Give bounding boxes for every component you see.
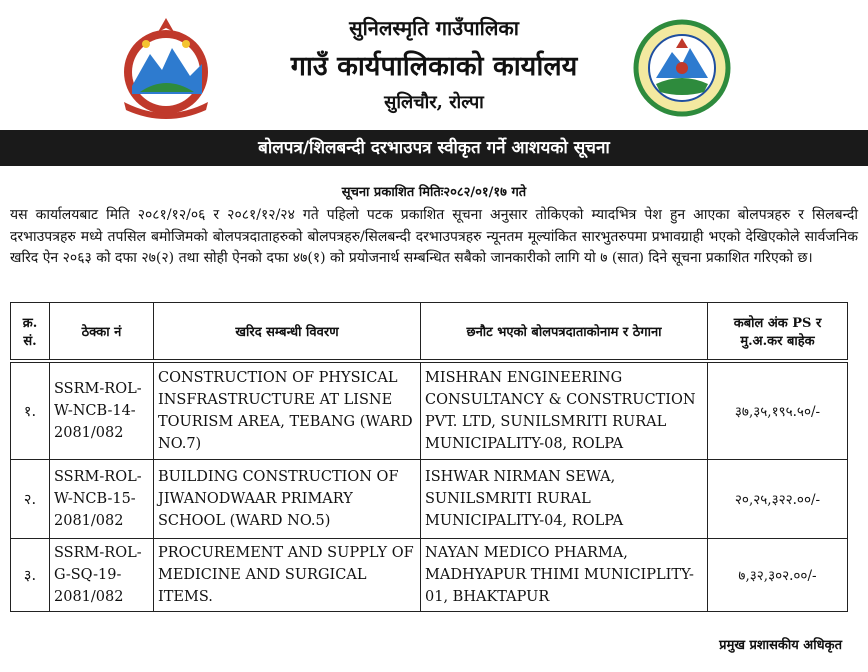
row-sn: २. <box>11 460 50 539</box>
row-bidder: NAYAN MEDICO PHARMA, MADHYAPUR THIMI MUNICIPLITY-01, BHAKTAPUR <box>421 539 708 612</box>
header-contract-no: ठेक्का नं <box>50 303 154 362</box>
header-bidder: छनौट भएको बोलपत्रदाताकोनाम र ठेगाना <box>421 303 708 362</box>
row-amount: २०,२५,३२२.००/- <box>708 460 848 539</box>
row-amount: ३७,३५,१९५.५०/- <box>708 361 848 460</box>
municipality-name: सुनिलस्मृति गाउँपालिका <box>349 16 519 40</box>
row-contract-no: SSRM-ROL-W-NCB-14-2081/082 <box>50 361 154 460</box>
row-sn: १. <box>11 361 50 460</box>
office-address: सुलिचौर, रोल्पा <box>384 92 484 113</box>
office-name: गाउँ कार्यपालिकाको कार्यालय <box>290 51 578 82</box>
notice-body: यस कार्यालयबाट मिति २०८१/१२/०६ र २०८१/१२/२४ गते पहिलो पटक प्रकाशित सूचना अनुसार तोकिएको म्यादभित्र पेश हुन आएका बोलपत्रहरु र सिलबन्दी दरभाउपत्रहरु मध्ये तपसिल बमोजिमको बोलपत्रदाताहरुको बोलपत्रहरु/सिलबन्दी दरभाउपत्रहरु न्यूनतम मूल्यांकित सारभुतरुपमा प्रभावग्राही भएको देखिएकोले सार्वजनिक खरिद ऐन २०६३ को दफा २७(२) तथा सोही ऐनको दफा ४७(१) को प्रयोजनार्थ सम्बन्धित सबैको जानकारीको लागि यो ७ (सात) दिने सूचना प्रकाशित गरिएको छ। <box>10 207 858 266</box>
table-row <box>11 361 848 460</box>
row-description: CONSTRUCTION OF PHYSICAL INSFRASTRUCTURE AT LISNE TOURISM AREA, TEBANG (WARD NO.7) <box>154 361 421 460</box>
bid-table <box>10 302 848 612</box>
row-bidder: ISHWAR NIRMAN SEWA, SUNILSMRITI RURAL MUNICIPALITY-04, ROLPA <box>421 460 708 539</box>
header-amount: कबोल अंक PS र मु.अ.कर बाहेक <box>708 303 848 362</box>
row-contract-no: SSRM-ROL-G-SQ-19-2081/082 <box>50 539 154 612</box>
row-description: BUILDING CONSTRUCTION OF JIWANODWAAR PRIMARY SCHOOL (WARD NO.5) <box>154 460 421 539</box>
signatory: प्रमुख प्रशासकीय अधिकृत <box>719 638 842 653</box>
table-row <box>11 539 848 612</box>
row-contract-no: SSRM-ROL-W-NCB-15-2081/082 <box>50 460 154 539</box>
published-date: सूचना प्रकाशित मितिः२०८२/०१/१७ गते <box>341 185 527 200</box>
notice-title: बोलपत्र/शिलबन्दी दरभाउपत्र स्वीकृत गर्ने आशयको सूचना <box>0 130 868 166</box>
row-description: PROCUREMENT AND SUPPLY OF MEDICINE AND SURGICAL ITEMS. <box>154 539 421 612</box>
table-row <box>11 460 848 539</box>
row-bidder: MISHRAN ENGINEERING CONSULTANCY & CONSTRUCTION PVT. LTD, SUNILSMRITI RURAL MUNICIPALITY-08, ROLPA <box>421 361 708 460</box>
table-header-row <box>11 303 848 362</box>
row-amount: ७,३२,३०२.००/- <box>708 539 848 612</box>
row-sn: ३. <box>11 539 50 612</box>
header-description: खरिद सम्बन्धी विवरण <box>154 303 421 362</box>
header-sn: क्र. सं. <box>11 303 50 362</box>
